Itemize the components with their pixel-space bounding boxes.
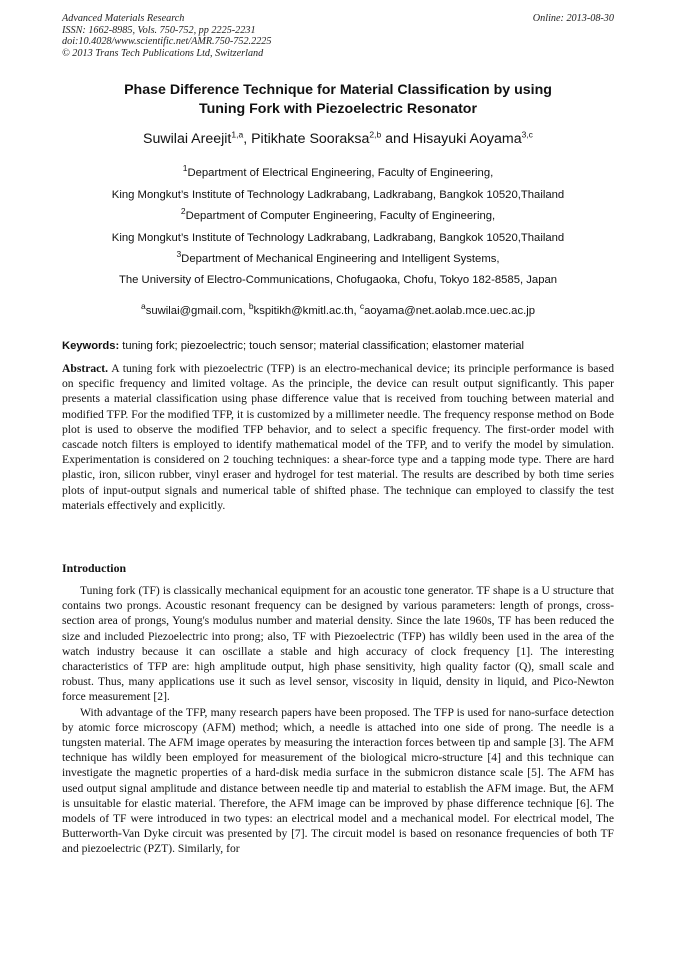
- aff-3-sup: 3: [176, 249, 182, 260]
- author-1: Suwilai Areejit: [143, 131, 232, 147]
- keywords-text: tuning fork; piezoelectric; touch sensor; material classification; elastomer material: [119, 340, 524, 352]
- journal-name: Advanced Materials Research: [62, 13, 185, 24]
- author-list: [62, 130, 614, 149]
- aff-2-text: Department of Computer Engineering, Faculty of Engineering,: [185, 210, 496, 222]
- author-2-sup: 2,b: [369, 129, 382, 140]
- affiliation-3: [40, 249, 636, 266]
- aff-1-sup: 1: [182, 163, 188, 174]
- online-date: Online: 2013-08-30: [532, 13, 614, 24]
- affiliation-1: [40, 163, 636, 180]
- aff-1-text: Department of Electrical Engineering, Faculty of Engineering,: [187, 167, 494, 179]
- affiliation-3-institute: The University of Electro-Communications, Chofugaoka, Chofu, Tokyo 182-8585, Japan: [118, 274, 558, 286]
- author-2: , Pitikhate Sooraksa: [243, 131, 370, 147]
- affiliation-2: [40, 206, 636, 223]
- keywords-label: Keywords:: [62, 340, 120, 352]
- abstract-text: A tuning fork with piezoelectric (TFP) is an electro-mechanical device; its principle performance is based on specific frequency and limited voltage. As the principle, the device can result output significantly. This paper presents a material classification using phase difference value that is received from touching between material and modified TFP. For the modified TFP, it is customized by a millimeter needle. The frequency response method on Bode plot is used to observe the modified TFP behavior, and to select a specific frequency. The first-order model with cascade notch filters is employed to identify mathematical model of the TFP, and to verify the model by simulation. Experimentation is considered on 2 touching techniques: a shear-force type and a tapping mode type. There are hard plastic, iron, silicon rubber, vinyl eraser and hydrogel for test material. The results are described by both time series plots of input-output signals and numerical table of shifted phase. The technique can employed to classify the test materials effectively and explicitly.: [62, 362, 614, 512]
- email-a-sup: a: [140, 301, 146, 312]
- introduction-body: [62, 583, 614, 857]
- email-a: suwilai@gmail.com,: [145, 305, 249, 317]
- intro-paragraph-2: With advantage of the TFP, many research papers have been proposed. The TFP is used for nano-surface detection by atomic force microscopy (AFM) method; which, a needle is attached into one side of prong. The needle is a tungsten material. The AFM image operates by measuring the interaction forces between tip and sample [3]. The AFM technique has wildly been employed for measurement of the biological micro-structure [4] and this technique can investigate the magnetic properties of a hard-disk media surface in the submicron distance scale [5]. The AFM has used output signal amplitude and distance between needle tip and material to establish the AFM image. But, the AFM is unsuitable for elastic material. Therefore, the AFM image can be improved by phase difference technique [6]. The models of TF were introduced in two types: an electrical model and a mechanical model. For electrical model, The Butterworth-Van Dyke circuit was presented by [7]. The circuit model is based on resonance frequencies of both TF and piezoelectric (PZT). Similarly, for: [62, 705, 614, 856]
- intro-paragraph-1: Tuning fork (TF) is classically mechanical equipment for an acoustic tone generator. TF shape is a U structure that contains two prongs. Acoustic resonant frequency can be designed by various parameters: length of prongs, cross-section area of prongs, Young's modulus number and material density. Since the late 1960s, TF has been reduced the size and included Piezoelectric into prong; also, TF with Piezoelectric (TFP) has wildly been used in the area of the watch industry because it can oscillate a stable and high accuracy of clock frequency [1]. The interesting characteristics of TFP are: high amplitude output, high phase sensitivity, high quality factor (Q), small scale and robust. Thus, many applications use it such as level sensor, viscosity in liquid, density in liquid, and Pico-Newton force measurement [2].: [62, 584, 614, 704]
- paper-title: [62, 81, 614, 119]
- title-line-1: Phase Difference Technique for Material Classification by using: [124, 82, 552, 98]
- title-line-2: Tuning Fork with Piezoelectric Resonator: [198, 101, 477, 117]
- email-line: [40, 301, 636, 318]
- email-c-sup: c: [359, 301, 365, 312]
- author-3-sup: 3,c: [521, 129, 533, 140]
- abstract-label: Abstract.: [62, 362, 109, 375]
- affiliation-2-institute: King Mongkut’s Institute of Technology Ladkrabang, Ladkrabang, Bangkok 10520,Thailand: [111, 232, 565, 244]
- aff-2-sup: 2: [180, 206, 186, 217]
- copyright-line: © 2013 Trans Tech Publications Ltd, Switzerland: [62, 47, 264, 59]
- author-3: and Hisayuki Aoyama: [381, 131, 522, 147]
- affiliation-1-institute: King Mongkut’s Institute of Technology Ladkrabang, Ladkrabang, Bangkok 10520,Thailand: [111, 189, 565, 201]
- doi-line: doi:10.4028/www.scientific.net/AMR.750-752.2225: [62, 36, 272, 48]
- email-b-sup: b: [248, 301, 254, 312]
- email-c: aoyama@net.aolab.mce.uec.ac.jp: [364, 305, 536, 317]
- email-b: kspitikh@kmitl.ac.th,: [253, 305, 360, 317]
- introduction-heading: Introduction: [62, 561, 127, 575]
- keywords: [62, 339, 622, 353]
- issn-line: ISSN: 1662-8985, Vols. 750-752, pp 2225-2231: [62, 24, 256, 36]
- abstract: [62, 361, 614, 513]
- aff-3-text: Department of Mechanical Engineering and Intelligent Systems,: [181, 253, 500, 265]
- author-1-sup: 1,a: [231, 129, 244, 140]
- journal-header: [62, 13, 271, 59]
